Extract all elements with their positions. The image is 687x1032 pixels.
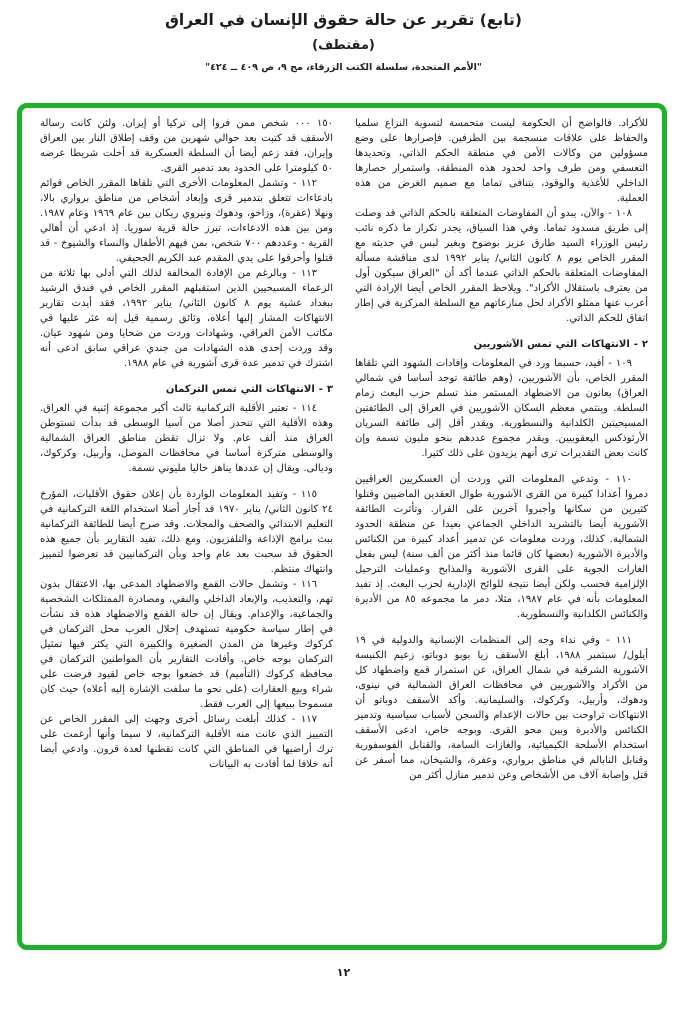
source-citation: "الأمم المتحدة، سلسلة الكتب الزرقاء، مج ٩، ص ٤٠٩ ــ ٤٢٤" [205,62,482,73]
paragraph: ١١٦ - وتشمل حالات القمع والاضطهاد المدعى بها، الاعتقال بدون تهم، والتعذيب، والإبعاد الداخلي والنفي، ومصادرة الممتلكات الشخصية والجماعية، والإعدام. ويقال إن حالة القمع والاضطهاد هذه قد نشأت في إطار سياسة حكومية تستهدف إحلال العرب محل التركمان في كركوك وغيرها من المدن الصغيرة والكبيرة التي يكثر فيها تمثيل التركمان بوجه خاص. وأفادت التقارير بأن المواطنين التركمان في محافظة كركوك (التأميم) قد خضعوا بوجه خاص لقيود فرضت على شراء وبيع العقارات (على نحو ما سلفت الإشارة إليه أعلاه) حيث كان مسموحا ببيعها إلى العرب فقط. [40,579,333,710]
paragraph: ١٠٨ - والآن، يبدو أن المفاوضات المتعلقة بالحكم الذاتي قد وصلت إلى طريق مسدود تماما. وفي هذا السياق، يجدر تكرار ما ذكره نائب رئيس الوزراء السيد طارق عزيز بوضوح وبغير لبس في حديثه مع المقرر الخاص يوم ٨ كانون الثاني/ يناير ١٩٩٢ لدى مناقشة مسألة المفاوضات المتعلقة بالحكم الذاتي عندما أكد أن "العراق سيكون أول من يعترف باستقلال الأكراد". ويلاحظ المقرر الخاص أيضا الإرادة التي أعرب عنها ممثلو الأكراد لحل منازعاتهم مع السلطة المركزية في إطار اتفاق للحكم الذاتي. [355,208,649,324]
paragraph: ١١٥ - وتفيد المعلومات الواردة بأن إعلان حقوق الأقليات، المؤرخ ٢٤ كانون الثاني/ يناير ١٩٧٠ قد أجاز أصلا استخدام اللغة التركمانية في التعليم الابتدائي والصحف والمجلات. وقد صرح أيضا للطائفة التركمانية ببث برامج الإذاعة والتلفزيون. ومع ذلك، تفيد التقارير بأن جميع هذه الحقوق قد سحبت بعد عام واحد وبأن التركمانيين قد تعرضوا لتمييز وانتهاك منتظم. [40,489,334,575]
paragraph: ١١١ - وفي نداء وجه إلى المنظمات الإنسانية والدولية في ١٩ أيلول/ سبتمبر ١٩٨٨، أبلغ الأسقف زيا بوبو دوباتو، زعيم الكنيسة الآشورية الشرقية في شمال العراق، عن استمرار قمع واضطهاد كل من الأكراد والآشوريين في محافظات العراق الشمالية في نينوى، ودهوك، وأربيل، وكركوك، والسليمانية. وأكد الأسقف دوباتو أن الانتهاكات تراوحت بين حالات الإعدام والسجن لأسباب سياسية وتدمير الكنائس والأديرة وبين محو القرى. وبوجه خاص، ادعى الأسقف استخدام الأسلحة الكيميائية، والغازات السامة، والقنابل الفوسفورية وقنابل النابالم في مناطق برواري، وعفرة، والشيخان، مما أسفر عن قتل وإصابة آلاف من الأشخاص وعن تدمير منازل أكثر من [355,635,648,781]
section-heading: ٣ - الانتهاكات التي تمس التركمان [165,384,333,395]
column-right [355,116,648,783]
section-heading: ٢ - الانتهاكات التي تمس الآشوريين [473,339,648,350]
page-header [0,11,687,73]
page-subtitle: (مقتطف) [312,38,375,53]
paragraph: ١١٧ - كذلك أبلغت رسائل أخرى وجهت إلى المقرر الخاص عن التمييز الذي عانت منه الأقلية التركمانية، لا سيما وأنها أرغمت على ترك أراضيها في المناطق التي كانت تقطنها لعدة قرون. وادعي أيضا أنه خلافا لما أفادت به البيانات [40,714,333,770]
paragraph: ١٠٩ - أفيد، حسبما ورد في المعلومات وإفادات الشهود التي تلقاها المقرر الخاص، بأن الآشوريين، (وهم طائفة توجد أساسا في شمالي العراق) يعانون من الاضطهاد المستمر منذ تسلم حزب البعث زمام السلطة. وينتمي معظم السكان الآشوريين في العراق إلى الطائفتين المسيحيتين الكلدانية والنسطورية. ويقدر أقل إلى طائفة السريان الأرثوذكس اليعقوبيين. ويقدر مجموع عددهم بنحو مليون نسمة وإن كانت بعض التقديرات ترى أنهم يزيدون على ذلك كثيرا. [355,358,648,459]
paragraph: ١١٠ - وتدعي المعلومات التي وردت أن العسكريين العراقيين دمروا أعدادا كبيرة من القرى الآشورية طوال العقدين الماضيين وقتلوا كثيرين من سكانها وأجبروا آخرين على الفرار. وتأثرت الطائفة الآشورية أيضا بالتشريد الداخلي الجماعي بعيدا عن منطقة الحدود الشمالية. كذلك، وردت معلومات عن تدمير أعداد كبيرة من الكنائس والأديرة الآشورية (بعضها كان قائما منذ أكثر من ألف سنة) ليس بفعل الغارات الجوية على القرى الآشورية والمذابح وعمليات الترحيل الإلزامية فحسب ولكن أيضا نتيجة للوائح الإدارية لحزب البعث. إذ تفيد المعلومات بأنه في عام ١٩٨٧، مثلا، دمر ما مجموعه ٨٥ من الأديرة والكنائس الكلدانية والنسطورية. [355,474,648,620]
content-box [17,103,667,950]
page-title: (تابع) تقرير عن حالة حقوق الإنسان في العراق [165,11,522,29]
paragraph: للأكراد. فالواضح أن الحكومة ليست متحمسة لتسوية النزاع سلميا والحفاظ على علاقات منسجمة بين الطرفين. فإصرارها على وضع مسؤولين من وكالات الأمن في منطقة الحكم الذاتي، وتحديدها التعسفي ومن طرف واحد لحدود هذه المنطقة، واستمرار حصارها الداخلي للأغذية والوقود، يتنافى تماما مع صميم الغرض من هذه العملية. [355,118,648,204]
paragraph: ١١٢ - وتشمل المعلومات الأخرى التي تلقاها المقرر الخاص قوائم بادعاءات تتعلق بتدمير قرى وإبعاد أشخاص من مناطق برواري بالا، ونهلا (عقرة)، وزاخو، ودهوك ونيروي ريكان بين عام ١٩٦٩ وعام ١٩٨٧. ومن بين هذه الادعاءات، تبرز حالة قرية سوريا. إذ ادعي أن أهالي القرية - وعددهم ٧٠٠ شخص، بمن فيهم الأطفال والنساء والشيوخ - قد قتلوا وأحرقوا على يدي المقدم عبد الكريم الجحيفي. [40,178,333,264]
paragraph: ١١٤ - تعتبر الأقلية التركمانية ثالث أكبر مجموعة إثنية في العراق. وهذه الأقلية التي تنحدر أصلا من آسيا الوسطى قد بدأت تستوطن العراق منذ ألف عام. ولا تزال تقطن مناطق العراق الشمالية والوسطى متركزة أساسا في محافظات الموصل، وأربيل، وكركوك، وديالى. ويقال إن عددها يناهز حاليا مليوني نسمة. [40,403,333,474]
page-number: ١٢ [336,966,351,979]
paragraph: ١٥٠ ٠٠٠ شخص ممن فروا إلى تركيا أو إيران. ولئن كانت رسالة الأسقف قد كتبت بعد حوالي شهرين من وقف إطلاق النار بين العراق وإيران، فقد زعم أيضا أن السلطة العسكرية قد أخلت شريطا عرضه ٥٠ كيلومترا على الحدود بعد تدمير القرى. [40,118,333,174]
two-column-layout [36,116,648,783]
column-left [40,116,333,783]
paragraph: ١١٣ - وبالرغم من الإفادة المخالفة لذلك التي أدلى بها ثلاثة من الزعماء المسيحيين الذين استقبلهم المقرر الخاص في فندق الرشيد ببغداد عشية يوم ٨ كانون الثاني/ يناير ١٩٩٢، فقد أيدت تقارير الانتهاكات المشار إليها أعلاه، وثائق رسمية قيل إنه عثر عليها في مكاتب الأمن العراقي، وشهادات وردت من ضحايا ومن شهود عيان. وقد وردت إحدى هذه الشهادات من جندي عراقي سابق ادعى أنه اشترك في تدمير عدة قرى آشورية في عام ١٩٨٨. [40,268,333,369]
